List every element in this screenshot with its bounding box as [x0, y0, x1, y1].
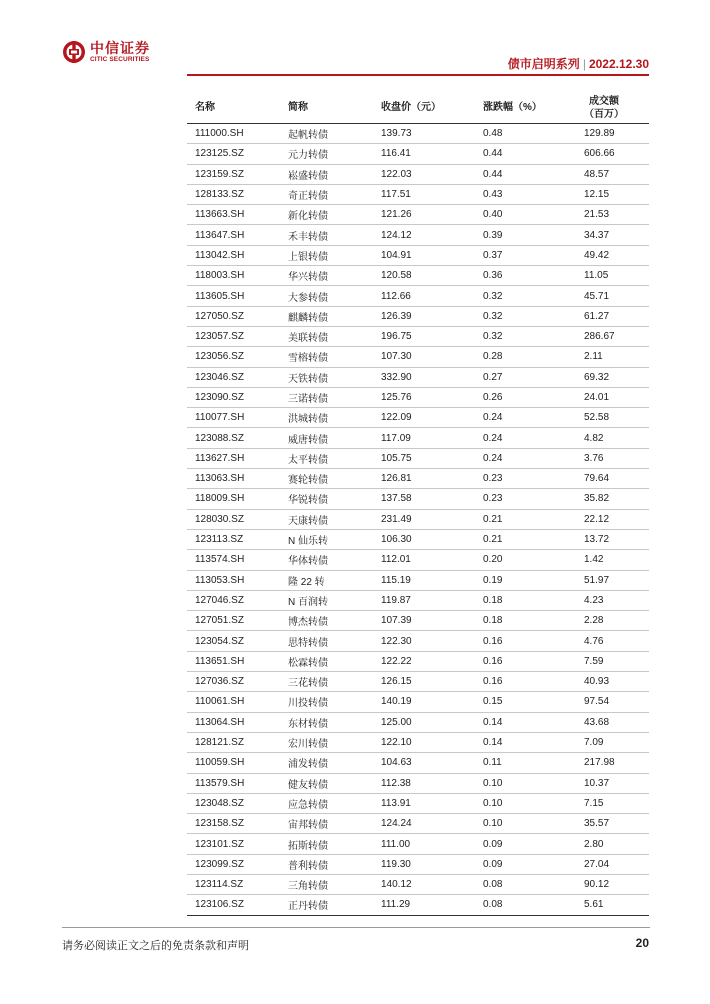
- cell-volume: 61.27: [576, 306, 649, 326]
- cell-change: 0.48: [475, 124, 576, 144]
- cell-short: 思特转债: [280, 631, 373, 651]
- cell-close: 119.30: [373, 854, 475, 874]
- cell-close: 106.30: [373, 529, 475, 549]
- cell-volume: 7.15: [576, 793, 649, 813]
- cell-short: 松霖转债: [280, 651, 373, 671]
- footer-divider: [62, 927, 650, 928]
- table-row: [187, 306, 649, 326]
- col-header-close: 收盘价（元）: [373, 92, 475, 124]
- cell-volume: 4.76: [576, 631, 649, 651]
- cell-name: 113063.SH: [187, 469, 280, 489]
- cell-name: 123088.SZ: [187, 428, 280, 448]
- cell-volume: 2.11: [576, 347, 649, 367]
- table-row: [187, 529, 649, 549]
- cell-name: 127036.SZ: [187, 672, 280, 692]
- col-header-name: 名称: [187, 92, 280, 124]
- cell-volume: 13.72: [576, 529, 649, 549]
- cell-close: 122.03: [373, 164, 475, 184]
- cell-name: 113647.SH: [187, 225, 280, 245]
- table-row: [187, 793, 649, 813]
- cell-name: 123090.SZ: [187, 387, 280, 407]
- cell-short: 宙邦转债: [280, 814, 373, 834]
- cell-change: 0.44: [475, 164, 576, 184]
- cell-close: 126.81: [373, 469, 475, 489]
- cell-short: 崧盛转债: [280, 164, 373, 184]
- cell-volume: 69.32: [576, 367, 649, 387]
- cell-volume: 97.54: [576, 692, 649, 712]
- cell-close: 122.09: [373, 408, 475, 428]
- cell-short: 东材转债: [280, 712, 373, 732]
- cell-name: 113663.SH: [187, 205, 280, 225]
- cell-volume: 27.04: [576, 854, 649, 874]
- cell-change: 0.10: [475, 773, 576, 793]
- cell-short: N 仙乐转: [280, 529, 373, 549]
- col-header-short: 简称: [280, 92, 373, 124]
- cell-change: 0.43: [475, 184, 576, 204]
- cell-close: 107.39: [373, 611, 475, 631]
- cell-name: 113627.SH: [187, 448, 280, 468]
- volume-header-line1: 成交额: [589, 95, 619, 107]
- cell-short: N 百润转: [280, 590, 373, 610]
- citic-logo: [62, 40, 150, 64]
- cell-volume: 21.53: [576, 205, 649, 225]
- cell-short: 雪榕转债: [280, 347, 373, 367]
- cell-short: 三花转债: [280, 672, 373, 692]
- cell-change: 0.18: [475, 611, 576, 631]
- cell-change: 0.08: [475, 874, 576, 894]
- cell-volume: 129.89: [576, 124, 649, 144]
- cell-close: 115.19: [373, 570, 475, 590]
- table-row: [187, 124, 649, 144]
- cell-name: 113053.SH: [187, 570, 280, 590]
- page-header: [0, 0, 710, 80]
- cell-close: 105.75: [373, 448, 475, 468]
- col-header-change: 涨跌幅（%）: [475, 92, 576, 124]
- cell-short: 元力转债: [280, 144, 373, 164]
- cell-volume: 2.80: [576, 834, 649, 854]
- cell-name: 127050.SZ: [187, 306, 280, 326]
- cell-short: 华体转债: [280, 550, 373, 570]
- cell-name: 113579.SH: [187, 773, 280, 793]
- cell-change: 0.16: [475, 672, 576, 692]
- cell-change: 0.15: [475, 692, 576, 712]
- cell-name: 123099.SZ: [187, 854, 280, 874]
- cell-close: 113.91: [373, 793, 475, 813]
- table-row: [187, 286, 649, 306]
- cell-short: 博杰转债: [280, 611, 373, 631]
- cell-volume: 40.93: [576, 672, 649, 692]
- table-row: [187, 428, 649, 448]
- cell-change: 0.27: [475, 367, 576, 387]
- table-row: [187, 773, 649, 793]
- cell-short: 华锐转债: [280, 489, 373, 509]
- cell-volume: 10.37: [576, 773, 649, 793]
- cell-short: 大参转债: [280, 286, 373, 306]
- footer-disclaimer: 请务必阅读正文之后的免责条款和声明: [62, 940, 249, 952]
- cell-name: 113574.SH: [187, 550, 280, 570]
- cell-change: 0.40: [475, 205, 576, 225]
- cell-short: 威唐转债: [280, 428, 373, 448]
- table-row: [187, 814, 649, 834]
- table-row: [187, 326, 649, 346]
- table-row: [187, 692, 649, 712]
- cell-short: 奇正转债: [280, 184, 373, 204]
- cell-short: 普利转债: [280, 854, 373, 874]
- cell-volume: 35.57: [576, 814, 649, 834]
- cell-change: 0.16: [475, 651, 576, 671]
- cell-change: 0.18: [475, 590, 576, 610]
- cell-close: 122.10: [373, 732, 475, 752]
- table-row: [187, 712, 649, 732]
- series-name: 债市启明系列: [507, 57, 580, 71]
- cell-name: 123113.SZ: [187, 529, 280, 549]
- page-number: 20: [635, 936, 649, 950]
- cell-name: 123159.SZ: [187, 164, 280, 184]
- cell-name: 123158.SZ: [187, 814, 280, 834]
- cell-close: 120.58: [373, 266, 475, 286]
- table-row: [187, 469, 649, 489]
- cell-change: 0.08: [475, 895, 576, 915]
- cell-close: 116.41: [373, 144, 475, 164]
- cell-change: 0.39: [475, 225, 576, 245]
- cell-change: 0.14: [475, 732, 576, 752]
- cell-change: 0.09: [475, 834, 576, 854]
- cell-volume: 90.12: [576, 874, 649, 894]
- cell-close: 104.91: [373, 245, 475, 265]
- cell-volume: 606.66: [576, 144, 649, 164]
- cell-change: 0.24: [475, 448, 576, 468]
- cell-short: 三诺转债: [280, 387, 373, 407]
- cell-close: 111.29: [373, 895, 475, 915]
- cell-volume: 43.68: [576, 712, 649, 732]
- cell-close: 140.19: [373, 692, 475, 712]
- cell-name: 128030.SZ: [187, 509, 280, 529]
- citic-logo-icon: [62, 40, 86, 64]
- cell-change: 0.10: [475, 814, 576, 834]
- cell-volume: 49.42: [576, 245, 649, 265]
- cell-name: 113605.SH: [187, 286, 280, 306]
- logo-text-en: CITIC SECURITIES: [90, 55, 150, 63]
- cell-name: 123056.SZ: [187, 347, 280, 367]
- table-row: [187, 489, 649, 509]
- cell-short: 禾丰转债: [280, 225, 373, 245]
- table-row: [187, 245, 649, 265]
- cell-short: 川投转债: [280, 692, 373, 712]
- cell-volume: 1.42: [576, 550, 649, 570]
- cell-short: 麒麟转债: [280, 306, 373, 326]
- cell-close: 196.75: [373, 326, 475, 346]
- logo-text-cn: 中信证券: [90, 39, 150, 56]
- table-row: [187, 205, 649, 225]
- cell-volume: 45.71: [576, 286, 649, 306]
- cell-close: 112.01: [373, 550, 475, 570]
- cell-volume: 35.82: [576, 489, 649, 509]
- table-row: [187, 631, 649, 651]
- table-row: [187, 753, 649, 773]
- volume-header-line2: （百万）: [584, 108, 624, 120]
- cell-volume: 11.05: [576, 266, 649, 286]
- cell-short: 健友转债: [280, 773, 373, 793]
- cell-volume: 2.28: [576, 611, 649, 631]
- cell-close: 104.63: [373, 753, 475, 773]
- cell-volume: 5.61: [576, 895, 649, 915]
- cell-volume: 12.15: [576, 184, 649, 204]
- cell-change: 0.14: [475, 712, 576, 732]
- cell-volume: 24.01: [576, 387, 649, 407]
- cell-close: 121.26: [373, 205, 475, 225]
- cell-name: 123125.SZ: [187, 144, 280, 164]
- cell-change: 0.36: [475, 266, 576, 286]
- cell-change: 0.23: [475, 469, 576, 489]
- header-separator: |: [582, 57, 586, 71]
- cell-name: 123048.SZ: [187, 793, 280, 813]
- cell-short: 洪城转债: [280, 408, 373, 428]
- cell-change: 0.32: [475, 326, 576, 346]
- cell-short: 上银转债: [280, 245, 373, 265]
- cell-short: 天铁转债: [280, 367, 373, 387]
- table-row: [187, 590, 649, 610]
- cell-name: 127051.SZ: [187, 611, 280, 631]
- cell-name: 110061.SH: [187, 692, 280, 712]
- cell-change: 0.21: [475, 509, 576, 529]
- cell-close: 139.73: [373, 124, 475, 144]
- table-row: [187, 834, 649, 854]
- cell-name: 123057.SZ: [187, 326, 280, 346]
- volume-header-stack: [584, 95, 624, 121]
- cell-name: 113042.SH: [187, 245, 280, 265]
- bond-table: [187, 92, 649, 916]
- cell-close: 125.00: [373, 712, 475, 732]
- table-row: [187, 164, 649, 184]
- cell-close: 124.24: [373, 814, 475, 834]
- col-header-volume: [576, 92, 649, 124]
- cell-volume: 51.97: [576, 570, 649, 590]
- table-row: [187, 672, 649, 692]
- table-row: [187, 611, 649, 631]
- cell-volume: 48.57: [576, 164, 649, 184]
- table-row: [187, 347, 649, 367]
- cell-volume: 22.12: [576, 509, 649, 529]
- cell-change: 0.32: [475, 306, 576, 326]
- cell-short: 华兴转债: [280, 266, 373, 286]
- cell-close: 126.39: [373, 306, 475, 326]
- cell-short: 起帆转债: [280, 124, 373, 144]
- cell-volume: 4.23: [576, 590, 649, 610]
- cell-close: 117.51: [373, 184, 475, 204]
- cell-name: 123101.SZ: [187, 834, 280, 854]
- cell-short: 太平转债: [280, 448, 373, 468]
- table-row: [187, 895, 649, 915]
- table-row: [187, 651, 649, 671]
- cell-change: 0.32: [475, 286, 576, 306]
- cell-change: 0.16: [475, 631, 576, 651]
- cell-name: 123114.SZ: [187, 874, 280, 894]
- cell-change: 0.37: [475, 245, 576, 265]
- cell-short: 新化转债: [280, 205, 373, 225]
- table-row: [187, 550, 649, 570]
- cell-change: 0.11: [475, 753, 576, 773]
- cell-change: 0.10: [475, 793, 576, 813]
- cell-volume: 3.76: [576, 448, 649, 468]
- cell-close: 137.58: [373, 489, 475, 509]
- cell-name: 123046.SZ: [187, 367, 280, 387]
- cell-change: 0.24: [475, 428, 576, 448]
- cell-name: 128121.SZ: [187, 732, 280, 752]
- cell-change: 0.20: [475, 550, 576, 570]
- cell-name: 113651.SH: [187, 651, 280, 671]
- cell-volume: 286.67: [576, 326, 649, 346]
- cell-close: 122.22: [373, 651, 475, 671]
- cell-short: 拓斯转债: [280, 834, 373, 854]
- cell-volume: 7.59: [576, 651, 649, 671]
- cell-name: 123054.SZ: [187, 631, 280, 651]
- table-row: [187, 225, 649, 245]
- table-row: [187, 184, 649, 204]
- cell-volume: 7.09: [576, 732, 649, 752]
- cell-name: 111000.SH: [187, 124, 280, 144]
- cell-close: 112.38: [373, 773, 475, 793]
- cell-close: 107.30: [373, 347, 475, 367]
- cell-short: 浦发转债: [280, 753, 373, 773]
- cell-name: 127046.SZ: [187, 590, 280, 610]
- report-date: 2022.12.30: [588, 57, 649, 71]
- cell-short: 三角转债: [280, 874, 373, 894]
- cell-short: 应急转债: [280, 793, 373, 813]
- cell-volume: 34.37: [576, 225, 649, 245]
- cell-close: 125.76: [373, 387, 475, 407]
- table-row: [187, 448, 649, 468]
- cell-close: 112.66: [373, 286, 475, 306]
- cell-close: 119.87: [373, 590, 475, 610]
- table-row: [187, 266, 649, 286]
- cell-volume: 217.98: [576, 753, 649, 773]
- cell-volume: 4.82: [576, 428, 649, 448]
- header-divider: [187, 74, 649, 76]
- cell-change: 0.23: [475, 489, 576, 509]
- cell-change: 0.24: [475, 408, 576, 428]
- cell-close: 111.00: [373, 834, 475, 854]
- cell-close: 117.09: [373, 428, 475, 448]
- table-row: [187, 732, 649, 752]
- cell-close: 231.49: [373, 509, 475, 529]
- cell-volume: 79.64: [576, 469, 649, 489]
- cell-name: 123106.SZ: [187, 895, 280, 915]
- cell-change: 0.28: [475, 347, 576, 367]
- cell-short: 隆 22 转: [280, 570, 373, 590]
- cell-change: 0.09: [475, 854, 576, 874]
- cell-short: 宏川转债: [280, 732, 373, 752]
- cell-volume: 52.58: [576, 408, 649, 428]
- table-row: [187, 387, 649, 407]
- table-row: [187, 854, 649, 874]
- cell-short: 美联转债: [280, 326, 373, 346]
- cell-change: 0.26: [475, 387, 576, 407]
- cell-short: 赛轮转债: [280, 469, 373, 489]
- cell-name: 113064.SH: [187, 712, 280, 732]
- table-body: [187, 124, 649, 916]
- cell-change: 0.21: [475, 529, 576, 549]
- table-row: [187, 408, 649, 428]
- cell-name: 118003.SH: [187, 266, 280, 286]
- cell-name: 110059.SH: [187, 753, 280, 773]
- cell-change: 0.44: [475, 144, 576, 164]
- cell-close: 126.15: [373, 672, 475, 692]
- cell-close: 140.12: [373, 874, 475, 894]
- cell-name: 110077.SH: [187, 408, 280, 428]
- table-row: [187, 367, 649, 387]
- table-row: [187, 144, 649, 164]
- cell-short: 天康转债: [280, 509, 373, 529]
- cell-name: 118009.SH: [187, 489, 280, 509]
- report-series-label: [508, 55, 649, 72]
- cell-close: 122.30: [373, 631, 475, 651]
- cell-close: 124.12: [373, 225, 475, 245]
- cell-name: 128133.SZ: [187, 184, 280, 204]
- table-row: [187, 874, 649, 894]
- cell-close: 332.90: [373, 367, 475, 387]
- cell-short: 正丹转债: [280, 895, 373, 915]
- cell-change: 0.19: [475, 570, 576, 590]
- table-header-row: [187, 92, 649, 124]
- table-row: [187, 509, 649, 529]
- table-row: [187, 570, 649, 590]
